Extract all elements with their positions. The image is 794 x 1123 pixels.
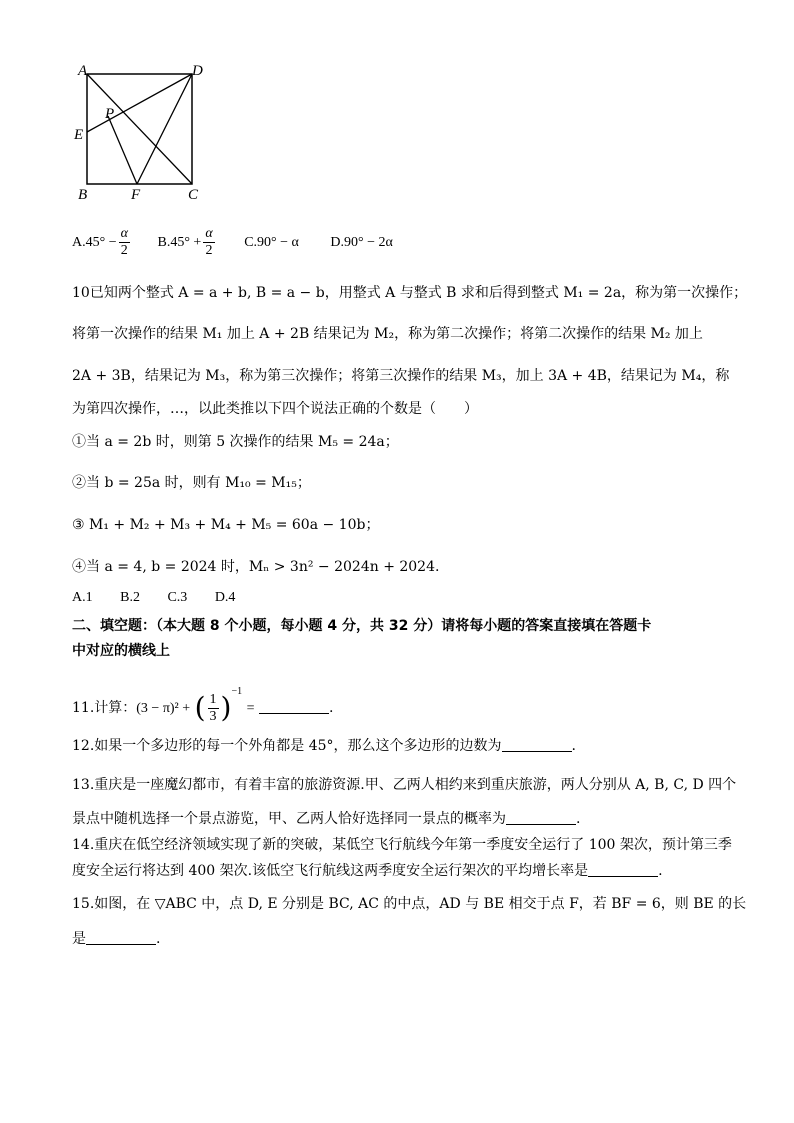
section-2-heading-line-1: 二、填空题：（本大题 8 个小题，每小题 4 分，共 32 分）请将每小题的答案直接填在答题卡 bbox=[72, 618, 652, 634]
q10-line-2: 将第一次操作的结果 M₁ 加上 A + 2B 结果记为 M₂，称为第二次操作；将第二次操作的结果 M₂ 加上 bbox=[72, 326, 703, 342]
q9-option-c bbox=[244, 235, 302, 250]
q9-option-d-prefix: D. bbox=[330, 234, 344, 250]
q10-option-d: D.4 bbox=[214, 590, 236, 605]
line-de bbox=[87, 74, 192, 132]
q10-option-b: B.2 bbox=[120, 590, 140, 605]
q15-line-2-text: 是 bbox=[72, 931, 86, 947]
q14-line-2 bbox=[72, 860, 663, 880]
q11-expr: (3 − π)² + bbox=[136, 701, 191, 716]
q11-exponent: −1 bbox=[231, 686, 243, 697]
q9-option-c-expr: 90° − α bbox=[257, 234, 299, 250]
q10-statement-3: ③ M₁ + M₂ + M₃ + M₄ + M₅ = 60a − 10b； bbox=[72, 517, 380, 533]
q13-line-2 bbox=[72, 808, 580, 828]
q10-statement-1: ①当 a = 2b 时，则第 5 次操作的结果 M₅ = 24a； bbox=[72, 434, 399, 450]
q10-line-3: 2A + 3B，结果记为 M₃，称为第三次操作；将第三次操作的结果 M₃，加上 3A + 4B，结果记为 M₄，称 bbox=[72, 368, 730, 384]
q9-option-a-den: 2 bbox=[120, 243, 128, 258]
q9-option-b-num: α bbox=[205, 226, 213, 241]
q9-option-a-expr: 45° − bbox=[85, 234, 117, 250]
q10-line-1: 10已知两个整式 A = a + b, B = a − b，用整式 A 与整式 B 求和后得到整式 M₁ = 2a，称为第一次操作； bbox=[72, 285, 748, 301]
label-b: B bbox=[78, 187, 88, 203]
q11-answer-blank[interactable] bbox=[259, 699, 329, 714]
q13-line-2-text: 景点中随机选择一个景点游览，甲、乙两人恰好选择同一景点的概率为 bbox=[72, 811, 506, 827]
q10-option-c: C.3 bbox=[167, 590, 188, 605]
q12-answer-blank[interactable] bbox=[502, 737, 572, 752]
q11-fraction bbox=[208, 692, 219, 725]
diagonal-ac bbox=[87, 74, 192, 184]
q10-statement-4: ④当 a = 4, b = 2024 时，Mₙ > 3n² − 2024n + 2024. bbox=[72, 559, 440, 575]
q9-option-b-prefix: B. bbox=[157, 234, 171, 250]
q9-option-d-expr: 90° − 2α bbox=[344, 234, 393, 250]
q15-line-1: 15.如图，在 ▽ABC 中，点 D, E 分别是 BC, AC 的中点，AD 与 BE 相交于点 F，若 BF = 6，则 BE 的长 bbox=[72, 896, 747, 912]
q9-option-b-den: 2 bbox=[205, 243, 213, 258]
q14-answer-blank[interactable] bbox=[588, 862, 658, 877]
q15-end: . bbox=[156, 931, 161, 947]
label-p: P bbox=[105, 106, 115, 122]
q11-num: 1 bbox=[209, 691, 217, 707]
q11-left-paren: ( bbox=[194, 691, 206, 724]
q14-line-2-text: 度安全运行将达到 400 架次.该低空飞行航线这两季度安全运行架次的平均增长率是 bbox=[72, 863, 589, 879]
q10-options bbox=[72, 590, 235, 606]
label-d: D bbox=[192, 63, 203, 79]
q9-option-c-prefix: C. bbox=[244, 234, 258, 250]
section-2-heading-line-2: 中对应的横线上 bbox=[72, 643, 170, 659]
q9-option-a-prefix: A. bbox=[72, 234, 86, 250]
q15-line-2 bbox=[72, 928, 160, 948]
q10-option-a: A.1 bbox=[72, 590, 93, 605]
line-df bbox=[137, 74, 192, 184]
q12-end: . bbox=[571, 738, 576, 754]
label-a: A bbox=[78, 63, 88, 79]
q11-equals: = bbox=[246, 701, 255, 716]
label-e: E bbox=[74, 127, 84, 143]
q9-option-b-expr: 45° + bbox=[170, 234, 202, 250]
q9-options bbox=[72, 226, 393, 259]
q13-end: . bbox=[576, 811, 581, 827]
q10-line-4: 为第四次操作，…，以此类推以下四个说法正确的个数是（ ） bbox=[72, 401, 478, 417]
q14-line-1: 14.重庆在低空经济领域实现了新的突破，某低空飞行航线今年第一季度安全运行了 100 架次，预计第三季 bbox=[72, 837, 732, 853]
q9-option-b bbox=[157, 226, 220, 258]
label-f: F bbox=[131, 187, 141, 203]
q9-option-a-num: α bbox=[120, 226, 128, 241]
q14-end: . bbox=[658, 863, 663, 879]
q12-text: 12.如果一个多边形的每一个外角都是 45°，那么这个多边形的边数为 bbox=[72, 738, 502, 754]
q9-option-a-fraction bbox=[119, 226, 130, 259]
q9-option-a bbox=[72, 226, 135, 258]
geometry-figure bbox=[70, 60, 220, 210]
q15-answer-blank[interactable] bbox=[86, 930, 156, 945]
label-c: C bbox=[188, 187, 199, 203]
q13-line-1: 13.重庆是一座魔幻都市，有着丰富的旅游资源.甲、乙两人相约来到重庆旅游，两人分别从 A, B, C, D 四个 bbox=[72, 777, 737, 793]
q9-option-d bbox=[330, 235, 392, 250]
q11 bbox=[72, 672, 333, 729]
q11-prefix: 11.计算： bbox=[72, 700, 137, 716]
q12 bbox=[72, 735, 576, 755]
q10-statement-2: ②当 b = 25a 时，则有 M₁₀ = M₁₅； bbox=[72, 475, 311, 491]
q11-right-paren: ) bbox=[220, 691, 232, 724]
q11-den: 3 bbox=[209, 708, 217, 724]
q9-option-b-fraction bbox=[203, 226, 214, 259]
line-pf bbox=[108, 116, 137, 184]
q11-end: . bbox=[328, 700, 334, 716]
q13-answer-blank[interactable] bbox=[506, 810, 576, 825]
